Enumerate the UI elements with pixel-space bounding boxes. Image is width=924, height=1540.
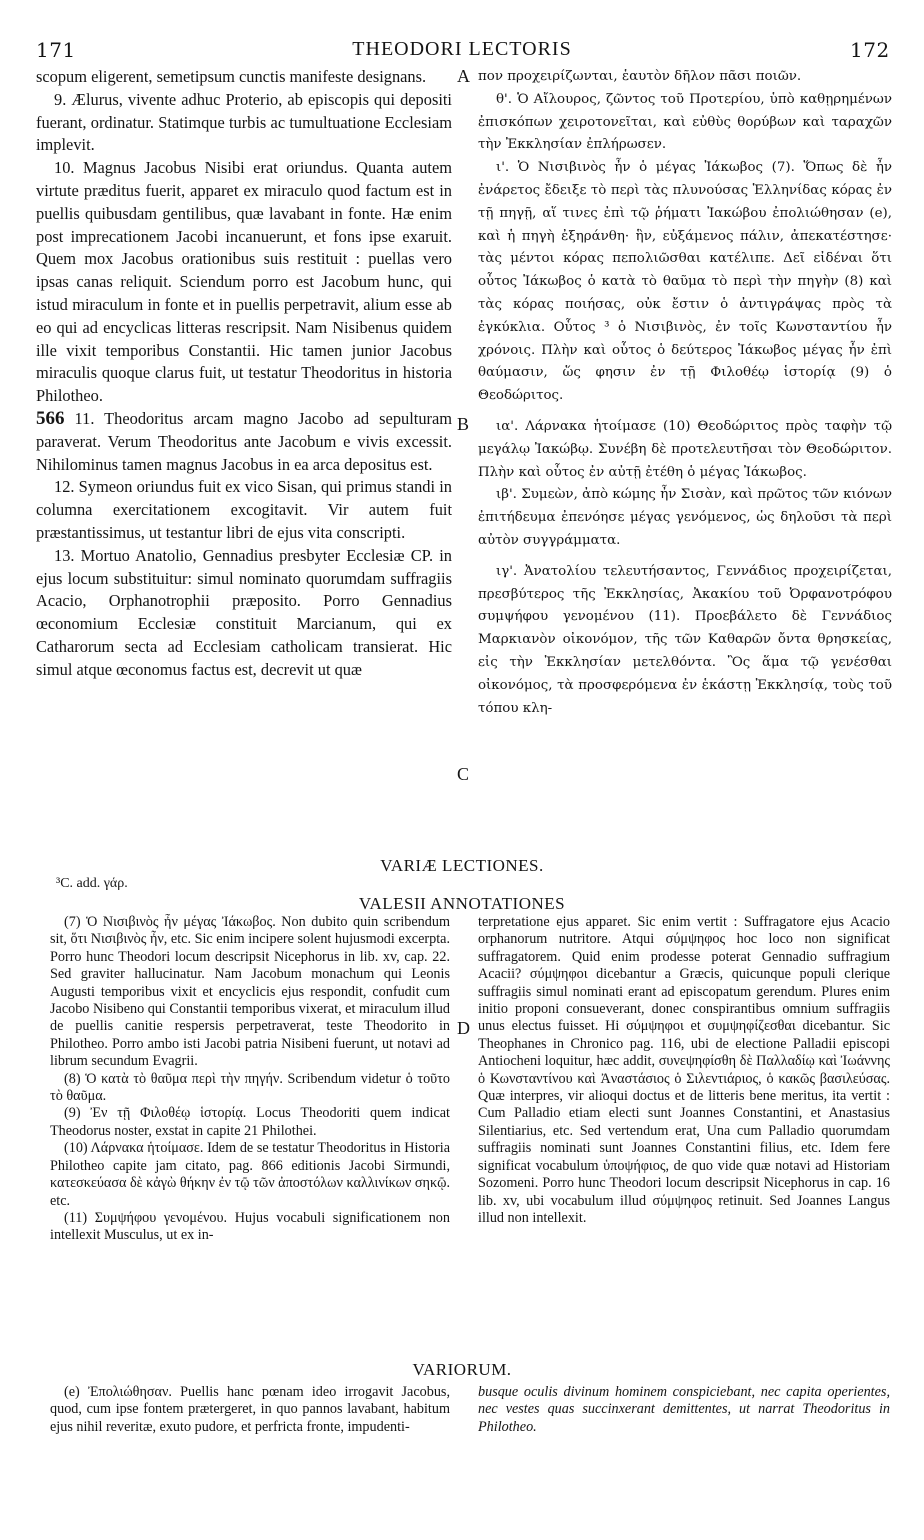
annotation: (e) Ἐπολιώθησαν. Puellis hanc pœnam ideo irrogavit Jacobus, quod, cum ipse fontem prætergeret, in quo pannos lavabant, habitum ejus nihil reveritæ, exuto pudore, et perfricta fronte, impudenti- [50, 1384, 450, 1435]
valesii-right-column [478, 914, 890, 1354]
annotation: (11) Συμψήφου γενομένου. Hujus vocabuli significationem non intellexit Musculus, ut ex in- [50, 1209, 450, 1244]
greek-paragraph: θ'. Ὁ Αἴλουρος, ζῶντος τοῦ Προτερίου, ὑπὸ καθῃρημένων ἐπισκόπων χειροτονεῖται, καὶ εὐθὺς θορύβων καὶ ταραχῶν τὴν Ἐκκλησίαν ἐπλήρωσεν. [478, 91, 892, 153]
latin-text-column [36, 66, 452, 866]
valesii-title: VALESII ANNOTATIONES [358, 894, 566, 913]
latin-paragraph-text: 11. Theodoritus arcam magno Jacobo ad sepulturam paraverat. Verum Theodoritus ante Jacobum e vivis excessit. Nihilominus tamen magnus Jacobus in ea arca depositus est. [36, 408, 452, 474]
greek-paragraph: ιγ'. Ἀνατολίου τελευτήσαντος, Γεννάδιος προχειρίζεται, πρεσβύτερος τῆς Ἐκκλησίας, Ἀκακίου τοῦ Ὀρφανοτρόφου συμψήφου γενομένου (11). Προεβάλετο δὲ Γεννάδιος Μαρκιανὸν οἰκονόμον, τῆς τῶν Καθαρῶν ὄντα θρησκείας, εἰς τὴν Ἐκκλησίαν μετελθόντα. Ὃς ἅμα τῷ γενέσθαι οἰκονόμος, τὰ προσφερόμενα ἐν ἑκάστῃ Ἐκκλησίᾳ, τοὺς τοῦ τόπου κλη- [478, 563, 892, 716]
variae-lectiones-note: ³C. add. γάρ. [56, 876, 128, 891]
margin-column-number: 566 [36, 407, 65, 429]
running-title: THEODORI LECTORIS [352, 38, 572, 60]
margin-marker-c: C [457, 764, 470, 784]
greek-paragraph: ιβ'. Συμεὼν, ἀπὸ κώμης ἦν Σισὰν, καὶ πρῶτος τῶν κιόνων ἐπιτήδευμα ἐπενόησε μέγας γενόμενος, ὡς δηλοῦσι τὰ περὶ αὐτὸν συγγράμματα. [478, 487, 892, 548]
annotation: busque oculis divinum hominem conspiciebant, nec capita operientes, nec vestes quas succinxerant demittentes, ut narrat Theodoritus in Philotheo. [478, 1384, 890, 1435]
latin-paragraph: 9. Ælurus, vivente adhuc Proterio, ab episcopis qui depositi fuerant, ordinatur. Statimque turbis ac tumultuatione Ecclesiam implevit. [36, 89, 452, 155]
variorum-right-column [478, 1384, 890, 1494]
greek-paragraph: πον προχειρίζωνται, ἑαυτὸν δῆλον πᾶσι ποιῶν. [478, 69, 802, 84]
annotation: (8) Ὁ κατὰ τὸ θαῦμα περὶ τὴν πηγήν. Scribendum videtur ὁ τοῦτο τὸ θαῦμα. [50, 1070, 450, 1105]
latin-paragraph: 13. Mortuo Anatolio, Gennadius presbyter Ecclesiæ CP. in ejus locum substituitur: simul nominato quorumdam suffragiis Acacio, Orphanotrophii præposito. Porro Gennadius œconomium Ecclesiæ constituit Marcianum, qui ex Catharorum secta ad Ecclesiam catholicam transierat. Hic simul atque œconomus factus est, decrevit ut quæ [36, 545, 452, 679]
annotation: (10) Λάρνακα ἡτοίμασε. Idem de se testatur Theodoritus in Historia Philotheo capite jam citato, pag. 866 editionis Jacobi Sirmundi, κατεσκεύασα δὲ κἀγὼ θήκην ἐν τῷ τῶν ἀποστόλων καλλινίκων σηκῷ. etc. [50, 1140, 450, 1209]
latin-paragraph [36, 408, 452, 476]
right-page-number: 172 [850, 38, 890, 62]
latin-paragraph: 10. Magnus Jacobus Nisibi erat oriundus. Quanta autem virtute præditus fuerit, apparet ex miraculo quod factum est in puellis quibusdam gentilibus, quæ lavabant in fonte. Hæ enim post imprecationem Jacobi incanuerunt, et fons ipse exaruit. Quem mox Jacobus orationibus suis restituit : puellas vero ipsas canas reliquit. Sciendum porro est Jacobum hunc, qui istud miraculum in fonte et in puellis perpetravit, alium esse ab eo qui ad encyclicas litteras rescripsit. Nam Nisibenus quidem ille vixit temporibus Constantii. Hic tamen junior Jacobus miraculis quoque clarus fuit, ut testatur Theodoritus in historia Philotheo. [36, 158, 452, 406]
greek-paragraph: ια'. Λάρνακα ἡτοίμασε (10) Θεοδώριτος πρὸς ταφὴν τῷ μεγάλῳ Ἰακώβῳ. Συνέβη δὲ προτελευτῆσαι τὸν Θεοδώριτον. Πλὴν καὶ οὗτος ἐν αὐτῇ ἐτέθη ὁ μέγας Ἰάκωβος. [478, 418, 892, 480]
latin-paragraph: 12. Symeon oriundus fuit ex vico Sisan, qui primus standi in columna exercitationem excogitavit. Vir autem fuit præstantissimus, ut testantur libri de ejus vita conscripti. [36, 477, 452, 542]
valesii-left-column [50, 914, 450, 1354]
variorum-left-column [50, 1384, 450, 1494]
margin-marker-b: B [457, 414, 470, 434]
greek-paragraph: ι'. Ὁ Νισιβινὸς ἦν ὁ μέγας Ἰάκωβος (7). Ὅπως δὲ ἦν ἐνάρετος ἔδειξε τὸ περὶ τὰς πλυνούσας Ἑλληνίδας κόρας ἐν τῇ πηγῇ, αἵ τινες ἐπὶ τῷ ῥήματι Ἰακώβου ἐπολιώθησαν (e), καὶ ἡ πηγὴ ἐξηράνθη· ἣν, εὐξάμενος πάλιν, ἀπεκατέστησε· τὰς μέντοι κόρας πεπολιῶσθαι κατέλιπε. Δεῖ εἰδέναι ὅτι οὗτος Ἰάκωβος ὁ κατὰ τὸ θαῦμα τὸ περὶ τὴν πηγὴν (8) καὶ τὰς κόρας ποιήσας, οὐκ ἔστιν ὁ ἀντιγράψας πρὸς τὰ ἐγκύκλια. Οὗτος ³ ὁ Νισιβινὸς, ἐν τοῖς Κωνσταντίου ἦν χρόνοις. Πλὴν καὶ οὗτος ὁ δεύτερος Ἰάκωβος μέγας ἦν ἐπὶ θαύμασιν, ὥς φησιν ἐν τῇ Φιλοθέῳ ἱστορίᾳ (9) ὁ Θεοδώριτος. [478, 160, 892, 404]
annotation: (7) Ὁ Νισιβινὸς ἦν μέγας Ἰάκωβος. Non dubito quin scribendum sit, ὅτι Νισιβινὸς ἦν, etc. Sic enim incipere solent hujusmodi excerpta. Porro hunc Theodori locum descripsit Nicephorus in lib. xv, cap. 22. Sed graviter hallucinatur. Nam Jacobum monachum qui Leonis Augusti temporibus vixit et encyclicis ejus respondit, confudit cum Jacobo Nisibeno qui Constantii temporibus vixerat, et miraculum illud de puellis canitie respersis perpetraverat, teste Theodorito in Philotheo. Porro ambo isti Jacobi patria Nisibeni fuerunt, ut notavi ad librum secundum Evagrii. [50, 914, 450, 1070]
margin-marker-a: A [457, 66, 470, 86]
margin-marker-d: D [457, 1018, 470, 1038]
annotation: terpretatione ejus apparet. Sic enim vertit : Suffragatore ejus Acacio orphanorum nutritore. Atqui σύμψηφος hoc loco non significat suffragatorem. Quid enim prodesse poterat Gennadio suffragium Acacii? σύμψηφοι dicebantur a Græcis, quicunque populi clerique suffragiis simul nominati erant ad episcopatum gerendum. Plures enim initio proponi consueverant, donec conspirantibus omnium suffragiis unus electus fuisset. Hi σύμψηφοι et συμψηφίζεσθαι dicebantur. Sic Theophanes in Chronico pag. 116, ubi de electione Palladii episcopi Antiocheni loquitur, hæc addit, συνεψηφίσθη δὲ Παλλαδίῳ καὶ Ἰωάννης ὁ Κωνσταντίνου καὶ Ἀναστάσιος ὁ Σιλεντιάριος, ὁ κακῶς βασιλεύσας. Quæ interpres, vir alioqui doctus et de litteris bene meritus, ita vertit : Cum Palladio etiam electi sunt Joannes Constantini, et Anastasius Silentiarius, etc. Sed vertendum erat, Una cum Palladio quorumdam suffragiis nominati sunt Joannes Constantini filius, etc. Idem fere significat vocabulum ὑποψήφιος, de quo vide quæ notavi ad Historiam Sozomeni. Porro hunc Theodori locum descripsit Nicephorus in cap. 16 lib. xv, ubi vocabulum illud σύμψηφος retinuit. Sed Joannes Langus illud non intellexit. [478, 914, 890, 1226]
latin-paragraph: scopum eligerent, semetipsum cunctis manifeste designans. [36, 67, 427, 86]
left-page-number: 171 [36, 38, 76, 62]
annotation: (9) Ἐν τῇ Φιλοθέῳ ἱστορίᾳ. Locus Theodoriti quem indicat Theodorus noster, exstat in capite 21 Philothei. [50, 1105, 450, 1139]
variorum-title: VARIORUM. [412, 1360, 512, 1379]
variae-lectiones-title: VARIÆ LECTIONES. [380, 856, 544, 875]
greek-text-column [478, 66, 892, 866]
